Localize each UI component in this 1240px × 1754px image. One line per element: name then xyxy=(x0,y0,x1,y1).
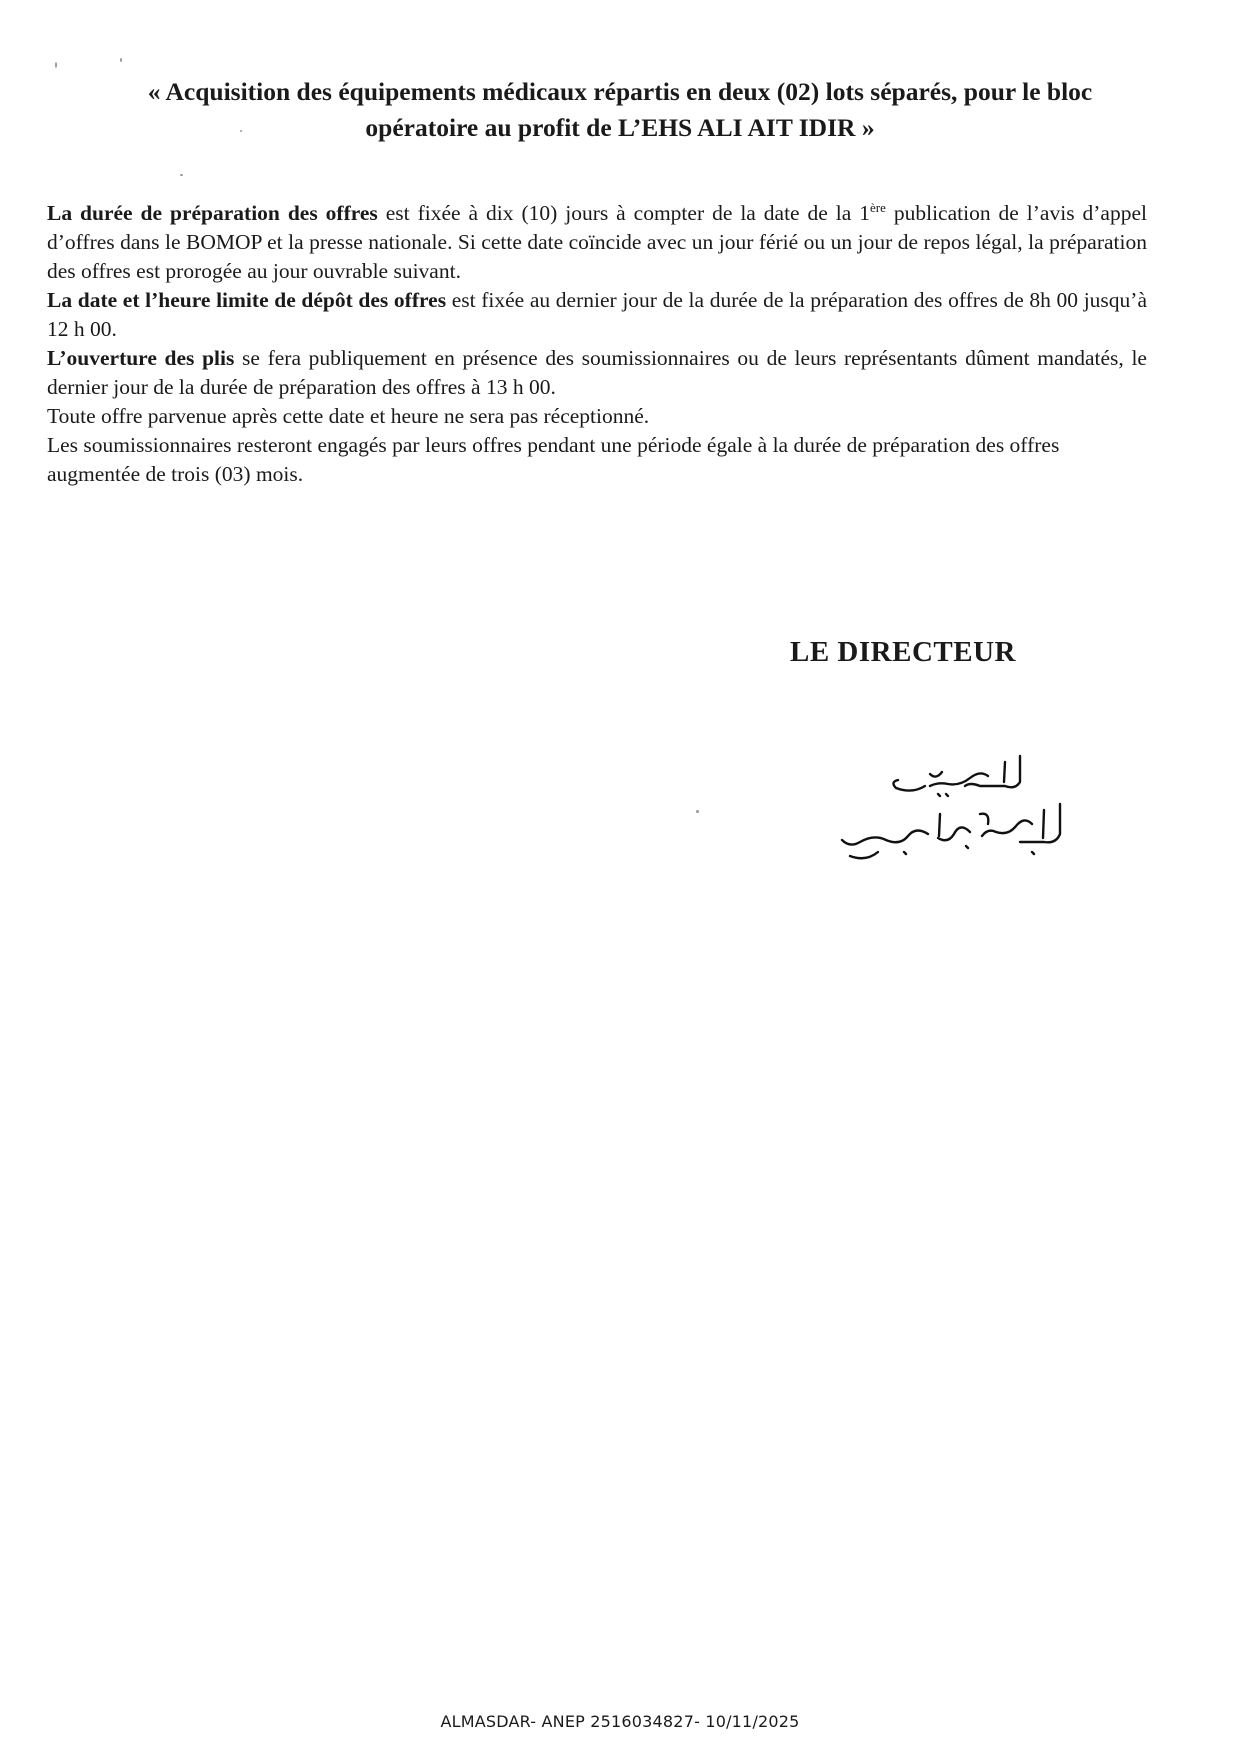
publication-footer: ALMASDAR- ANEP 2516034827- 10/11/2025 xyxy=(440,1712,800,1731)
notice-body xyxy=(47,199,1147,489)
paragraph-deadline xyxy=(47,286,1147,344)
superscript-ordinal: ère xyxy=(870,199,886,215)
paragraph-late-offers: Toute offre parvenue après cette date et heure ne sera pas réceptionné. xyxy=(47,404,650,428)
scan-speck xyxy=(55,62,57,68)
paragraph-offer-preparation xyxy=(47,199,1147,286)
paragraph-text: est fixée à dix (10) jours à compter de la date de la 1 xyxy=(377,201,871,225)
heading-opening: L’ouverture des plis xyxy=(47,346,235,370)
paragraph-text: est fixée au dernier jour de la durée de la préparation des offres de 8h 00 jusqu’à 12 h 00. xyxy=(47,288,1147,341)
arabic-signature-stamp xyxy=(820,752,1080,868)
scan-speck xyxy=(180,174,183,176)
heading-deadline: La date et l’heure limite de dépôt des offres xyxy=(47,288,447,312)
paragraph-text: se fera publiquement en présence des soumissionnaires ou de leurs représentants dûment mandatés, le dernier jour de la durée de préparation des offres à 13 h 00. xyxy=(47,346,1147,399)
title-line-1: « Acquisition des équipements médicaux répartis en deux (02) lots séparés, pour le bloc xyxy=(147,77,1093,106)
title-line-2: opératoire au profit de L’EHS ALI AIT IDIR » xyxy=(365,113,875,142)
scan-speck xyxy=(696,810,699,813)
paragraph-opening xyxy=(47,344,1147,402)
heading-offer-preparation: La durée de préparation des offres xyxy=(47,201,378,225)
paragraph-text: publication de l’avis d’appel d’offres dans le BOMOP et la presse nationale. Si cette date coïncide avec un jour férié ou un jour de repos légal, la préparation des offres est prorogée au jour ouvrable suivant. xyxy=(47,201,1147,283)
signatory-title: LE DIRECTEUR xyxy=(790,636,1016,668)
notice-title xyxy=(40,74,1200,146)
paragraph-validity: Les soumissionnaires resteront engagés par leurs offres pendant une période égale à la durée de préparation des offres augmentée de trois (03) mois. xyxy=(47,433,1060,486)
scan-speck xyxy=(120,58,122,62)
